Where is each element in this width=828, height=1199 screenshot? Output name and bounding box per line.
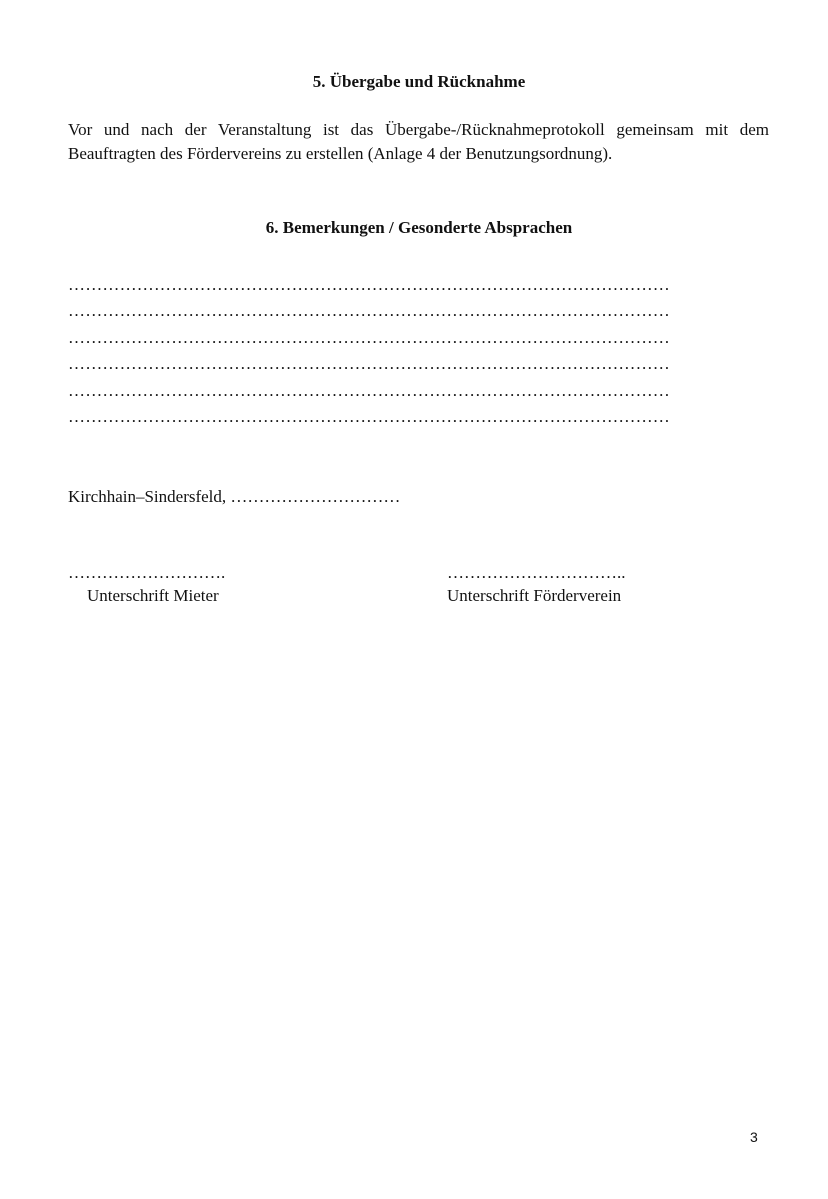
remarks-line: …………………………………………………………………………………………… (68, 275, 670, 294)
section-5-heading: 5. Übergabe und Rücknahme (312, 72, 526, 91)
signature-line-association: ………………………….. (447, 563, 626, 582)
section-6-heading: 6. Bemerkungen / Gesonderte Absprachen (265, 218, 573, 237)
signature-label-association: Unterschrift Förderverein (447, 586, 622, 605)
section-5-paragraph: Vor und nach der Veranstaltung ist das Übergabe-/Rücknahmeprotokoll gemeinsam mit dem Beauftragten des Fördervereins zu erstellen (Anlage 4 der Benutzungsordnung). (68, 120, 769, 163)
remarks-lines (68, 272, 758, 430)
place-date-line: Kirchhain–Sindersfeld, ………………………… (68, 487, 401, 506)
remarks-line: …………………………………………………………………………………………… (68, 406, 670, 426)
remarks-line: …………………………………………………………………………………………… (68, 327, 670, 347)
signature-label-tenant: Unterschrift Mieter (87, 586, 219, 605)
page-number: 3 (750, 1129, 758, 1145)
remarks-line: …………………………………………………………………………………………… (68, 380, 670, 400)
remarks-line: …………………………………………………………………………………………… (68, 301, 670, 321)
remarks-line: …………………………………………………………………………………………… (68, 354, 670, 374)
signature-line-tenant: ………………………. (68, 563, 226, 582)
